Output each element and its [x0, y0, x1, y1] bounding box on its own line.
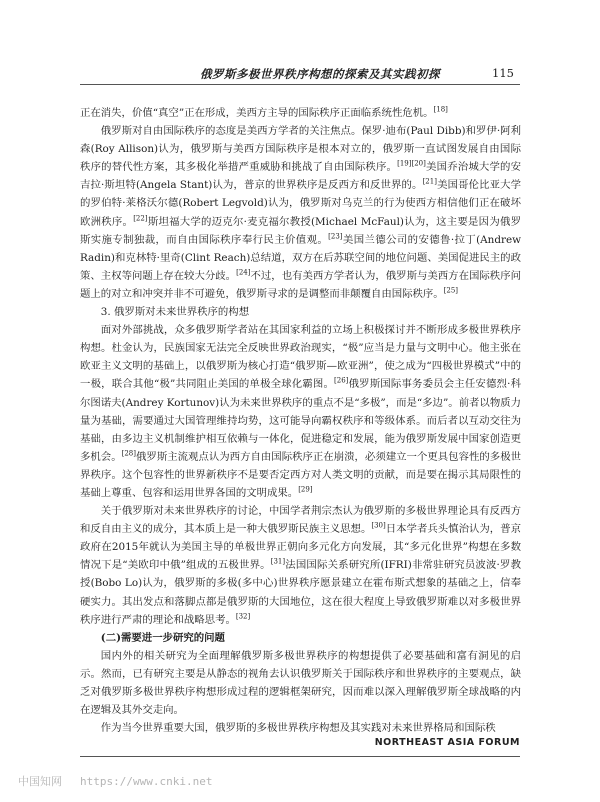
body-paragraph — [80, 321, 521, 502]
citation-marker: [31] — [270, 557, 286, 566]
body-paragraph — [80, 122, 521, 303]
body-paragraph — [80, 719, 521, 737]
watermark-site-name: 中国知网 — [18, 775, 62, 788]
citation-marker: [21] — [422, 177, 437, 186]
paragraph-text: 3. 俄罗斯对未来世界秩序的构想 — [100, 306, 250, 319]
citation-marker: [19][20] — [397, 159, 426, 168]
page-number: 115 — [492, 66, 514, 80]
citation-marker: [30] — [371, 521, 386, 530]
paragraph-text: 美国哥伦比亚大学的罗伯特·莱格沃尔德(Robert Legvold)认为，俄罗斯对乌克兰的行为使西方相信他们正在破坏欧洲秩序。 — [80, 179, 521, 228]
paragraph-text: 不过，也有美西方学者认为，俄罗斯与美西方在国际秩序问题上的对立和冲突并非不可避免，俄罗斯寻求的是调整而非颠覆自由国际秩序。 — [80, 269, 522, 300]
paragraph-text: 关于俄罗斯对未来世界秩序的讨论，中国学者荆宗杰认为俄罗斯的多极世界理论具有反西方和反自由主义的成分，其本质上是一种大俄罗斯民族主义思想。 — [80, 505, 521, 536]
section-heading — [80, 303, 521, 321]
paragraph-text: 俄罗斯国际事务委员会主任安德烈·科尔图诺夫(Andrey Kortunov)认为未来世界秩序的重点不是“多极”，而是“多边”。前者以物质力量为基础，需要通过大国管理维持均势，这可能导向霸权秩序和等级体系。而后者以互动交往为基础，由多边主义机制维护相互依赖与一体化，促进稳定和发展，能为俄罗斯发展中国家创造更多机会。 — [80, 378, 521, 463]
citation-marker: [23] — [328, 232, 343, 241]
paragraph-text: 面对外部挑战，众多俄罗斯学者站在其国家利益的立场上积极探讨并不断形成多极世界秩序构想。杜金认为，民族国家无法完全反映世界政治现实，“极”应当是力量与文明中心。他主张在欧亚主义文明的基础上，以俄罗斯为核心打造“俄罗斯—欧亚洲”，使之成为“四极世界模式”中的一极，联合其他“极”共同阻止美国的单极全球化霸图。 — [80, 324, 521, 391]
cnki-watermark — [18, 773, 212, 789]
body-paragraph — [80, 502, 521, 629]
paragraph-text: (二)需要进一步研究的问题 — [100, 631, 225, 644]
article-body — [80, 104, 521, 737]
citation-marker: [24] — [236, 268, 251, 277]
citation-marker: [22] — [133, 214, 148, 223]
journal-brand: NORTHEAST ASIA FORUM — [374, 737, 520, 748]
header-divider — [80, 84, 520, 85]
running-header-title: 俄罗斯多极世界秩序构想的探索及其实践初探 — [200, 67, 440, 81]
citation-marker: [25] — [443, 286, 459, 295]
citation-marker: [28] — [121, 449, 136, 458]
citation-marker: [26] — [334, 376, 349, 385]
paragraph-text: 俄罗斯对自由国际秩序的态度是美西方学者的关注焦点。保罗·迪布(Paul Dibb)和罗伊·阿利森(Roy Allison)认为，俄罗斯与美西方国际秩序是根本对立的，俄罗斯一直试图发展自由国际秩序的替代性方案，其多极化举措严重威胁和挑战了自由国际秩序。 — [80, 125, 521, 174]
paragraph-text: 日本学者兵头慎治认为，普京政府在2015年就认为美国主导的单极世界正朝向多元化方向发展，其“多元化世界”构想在多数情况下是“美欧印中俄”组成的五极世界。 — [80, 523, 522, 572]
body-paragraph — [80, 104, 521, 122]
paragraph-text: 国内外的相关研究为全面理解俄罗斯多极世界秩序的构想提供了必要基础和富有洞见的启示。然而，已有研究主要是从静态的视角去认识俄罗斯关于国际秩序和世界秩序的主要观点，缺乏对俄罗斯多极世界秩序构想形成过程的逻辑框架研究，因而难以深入理解俄罗斯全球战略的内在逻辑及其外交走向。 — [80, 649, 521, 717]
paragraph-text: 美国乔治城大学的安吉拉·斯坦特(Angela Stant)认为，普京的世界秩序是反西方和反世界的。 — [80, 161, 522, 192]
citation-marker: [32] — [235, 612, 251, 621]
watermark-url[interactable]: https://www.cnki.net — [80, 775, 213, 788]
body-paragraph — [80, 647, 521, 719]
paragraph-text: 俄罗斯主流观点认为西方自由国际秩序正在崩溃，必须建立一个更具包容性的多极世界秩序。这个包容性的世界新秩序不是要否定西方对人类文明的贡献，而是要在揭示其局限性的基础上尊重、包容和运用世界各国的文明成果。 — [80, 450, 521, 499]
citation-marker: [29] — [298, 485, 313, 494]
section-heading — [80, 629, 521, 647]
citation-marker: [18] — [433, 105, 448, 114]
paragraph-text: 正在消失，价值“真空”正在形成，美西方主导的国际秩序正面临系统性危机。 — [80, 107, 434, 119]
paragraph-text: 斯坦福大学的迈克尔·麦克福尔教授(Michael McFaul)认为，这主要是因为俄罗斯实施专制独裁，而自由国际秩序奉行民主价值观。 — [80, 215, 521, 246]
paragraph-text: 法国国际关系研究所(IFRI)非常驻研究员波波·罗教授(Bobo Lo)认为，俄罗斯的多极(多中心)世界秩序愿景建立在霍布斯式想象的基础之上，信奉硬实力。其出发点和落脚点都是俄罗斯的大国地位，这在很大程度上导致俄罗斯难以对多极世界秩序进行严肃的理论和战略思考。 — [80, 559, 522, 626]
paragraph-text: 作为当今世界重要大国，俄罗斯的多极世界秩序构想及其实践对未来世界格局和国际秩 — [100, 722, 496, 735]
footer-divider — [80, 756, 520, 757]
paragraph-text: 美国兰德公司的安德鲁·拉丁(Andrew Radin)和克林特·里奇(Clint Reach)总结道，双方在后苏联空间的地位问题、美国促进民主的政策、主权等问题上存在较大分歧。 — [80, 233, 522, 282]
